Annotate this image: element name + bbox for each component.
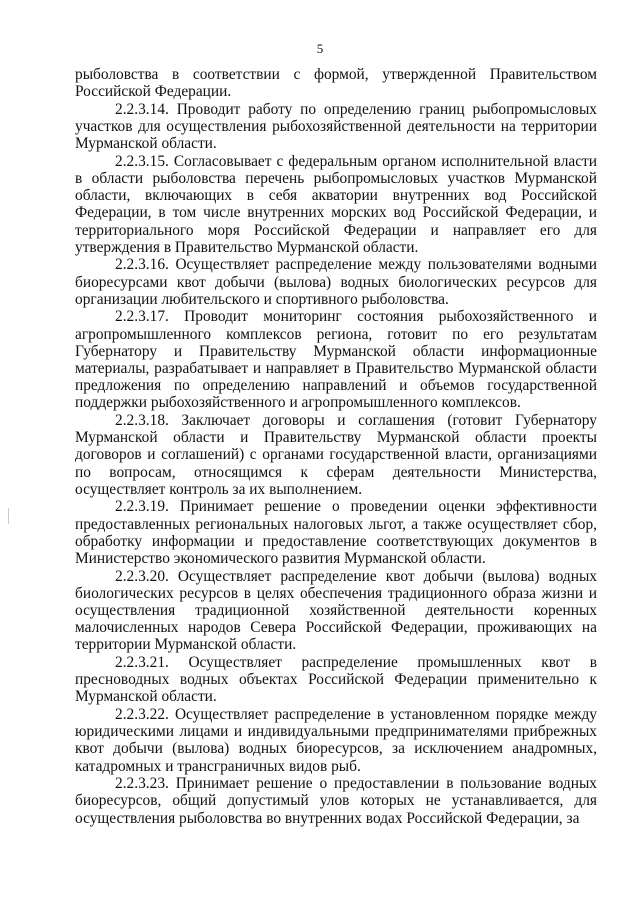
paragraph-2-2-3-21: 2.2.3.21. Осуществляет распределение промышленных квот в пресноводных водных объектах Российской Федерации применительно к Мурманской области.: [75, 654, 597, 706]
paragraph-2-2-3-20: 2.2.3.20. Осуществляет распределение квот добычи (вылова) водных биологических ресурсов в целях обеспечения традиционного образа жизни и осуществления традиционной хозяйственной деятельности коренных малочисленных народов Севера Российской Федерации, проживающих на территории Мурманской области.: [75, 567, 597, 654]
paragraph-2-2-3-22: 2.2.3.22. Осуществляет распределение в установленном порядке между юридическими лицами и индивидуальными предпринимателями прибрежных квот добычи (вылова) водных биоресурсов, за исключением анадромных, катадромных и трансграничных видов рыб.: [75, 706, 597, 775]
paragraph-2-2-3-14: 2.2.3.14. Проводит работу по определению границ рыбопромысловых участков для осуществления рыбохозяйственной деятельности на территории Мурманской области.: [75, 100, 597, 153]
paragraph-2-2-3-17: 2.2.3.17. Проводит мониторинг состояния рыбохозяйственного и агропромышленного комплексов региона, готовит по его результатам Губернатору и Правительству Мурманской области информационные материалы, разрабатывает и направляет в Правительство Мурманской области предложения по определению направлений и объемов государственной поддержки рыбохозяйственного и агропромышленного комплексов.: [75, 308, 597, 412]
page-number: 5: [316, 41, 324, 56]
paragraph-2-2-3-18: 2.2.3.18. Заключает договоры и соглашения (готовит Губернатору Мурманской области и Правительству Мурманской области проекты договоров и соглашений) с органами государственной власти, организациями по вопросам, относящимся к сферам деятельности Министерства, осуществляет контроль за их выполнением.: [75, 412, 597, 498]
paragraph-continuation: рыболовства в соответствии с формой, утвержденной Правительством Российской Федерации.: [75, 66, 597, 101]
paragraph-2-2-3-16: 2.2.3.16. Осуществляет распределение между пользователями водными биоресурсами квот добычи (вылова) водных биологических ресурсов для организации любительского и спортивного рыболовства.: [75, 256, 597, 308]
paragraph-2-2-3-15: 2.2.3.15. Согласовывает с федеральным органом исполнительной власти в области рыболовства перечень рыбопромысловых участков Мурманской области, включающих в себя акватории внутренних вод Российской Федерации, в том числе внутренних морских вод Российской Федерации, и территориального моря Российской Федерации и направляет его для утверждения в Правительство Мурманской области.: [75, 152, 597, 256]
paragraph-2-2-3-23: 2.2.3.23. Принимает решение о предоставлении в пользование водных биоресурсов, общий допустимый улов которых не устанавливается, для осуществления рыболовства во внутренних водах Российской Федерации, за: [75, 775, 597, 827]
document-body: [75, 66, 597, 827]
margin-mark: [8, 508, 9, 524]
paragraph-2-2-3-19: 2.2.3.19. Принимает решение о проведении оценки эффективности предоставленных региональных налоговых льгот, а также осуществляет сбор, обработку информации и предоставление соответствующих документов в Министерство экономического развития Мурманской области.: [75, 498, 597, 568]
